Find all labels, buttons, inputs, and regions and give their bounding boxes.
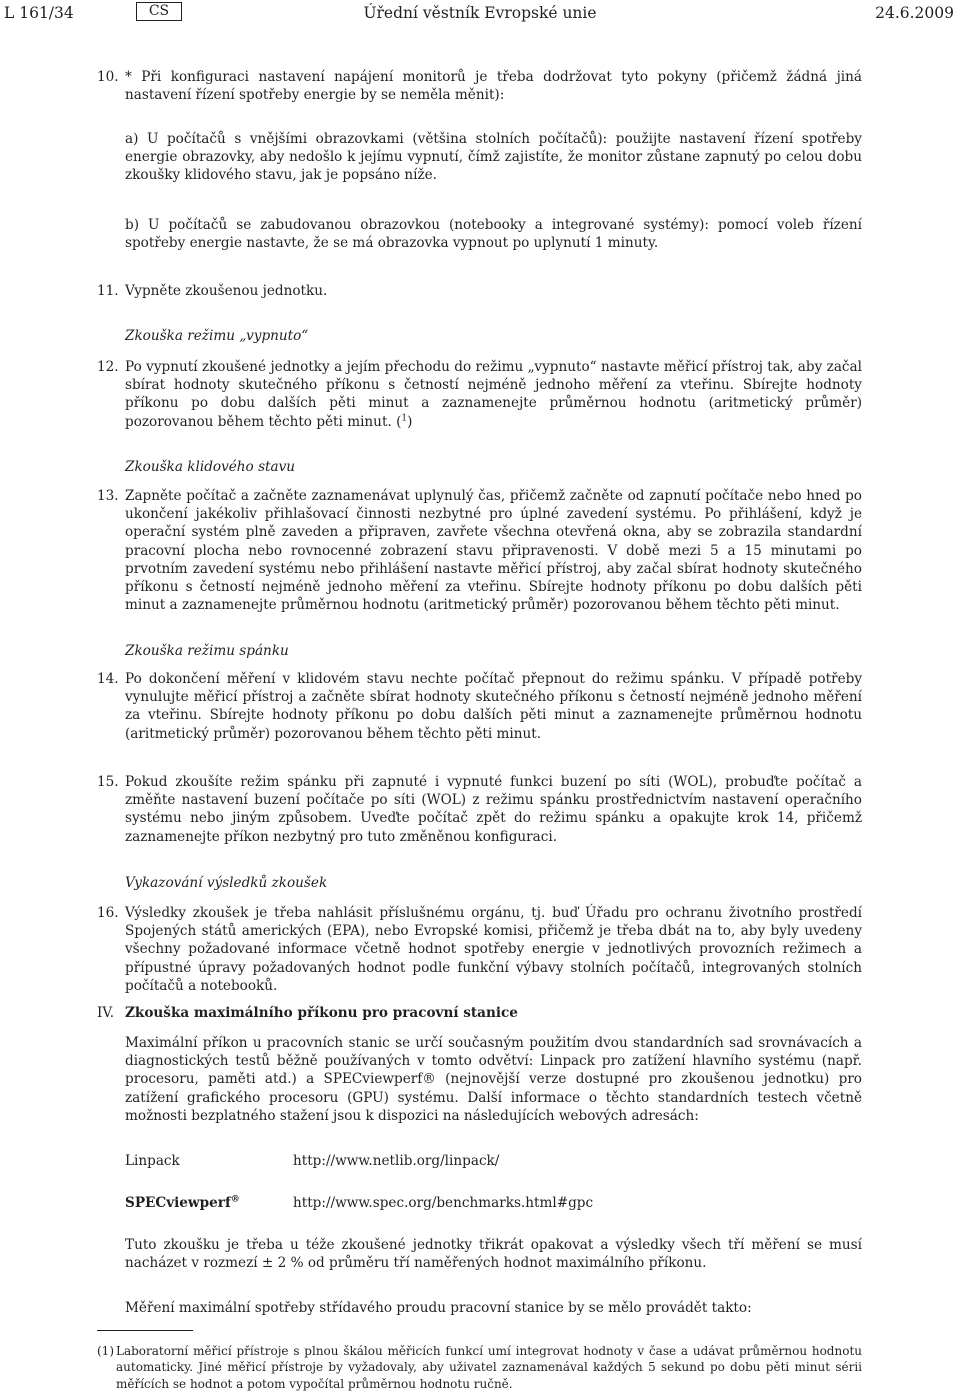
repeat-text: Tuto zkoušku je třeba u téže zkoušené jednotky třikrát opakovat a výsledky všech tří měření se musí nacházet v rozmezí ± 2 % od průměru tří naměřených hodnot maximálního příkonu. xyxy=(125,1237,862,1272)
ac-text: Měření maximální spotřeby střídavého proudu pracovní stanice by se mělo provádět takto: xyxy=(125,1300,752,1316)
item-number: 12. xyxy=(97,359,119,375)
footnote-ref[interactable]: 1 xyxy=(401,413,408,424)
item-text xyxy=(125,358,862,431)
benchmark-url[interactable]: http://www.netlib.org/linpack/ xyxy=(293,1153,500,1169)
benchmark-name xyxy=(125,1194,240,1212)
subitem-b: b) U počítačů se zabudovanou obrazovkou (notebooky a integrované systémy): pomocí voleb řízení spotřeby energie nastavte, že se má obrazovka vypnout po uplynutí 1 minuty. xyxy=(125,217,862,252)
item-number: 13. xyxy=(97,488,119,504)
footnote-ref-open: ( xyxy=(396,413,402,430)
publication-date: 24.6.2009 xyxy=(875,4,954,22)
heading-reporting: Vykazování výsledků zkoušek xyxy=(125,875,328,891)
item-text: Pokud zkoušíte režim spánku při zapnuté i vypnuté funkci buzení po síti (WOL), probuďte počítač a změňte nastavení buzení počítače po síti (WOL) z režimu spánku prostřednictvím nastavení operačního systému nebo jiným způsobem. Uveďte počítač zpět do režimu spánku a opakujte krok 14, přičemž zaznamenejte příkon nezbytný pro tuto změněnou konfiguraci. xyxy=(125,774,862,845)
issue-number: L 161/34 xyxy=(4,4,74,22)
section-title: Zkouška maximálního příkonu pro pracovní stanice xyxy=(125,1005,518,1021)
benchmark-name-text: SPECviewperf xyxy=(125,1195,231,1211)
item-number: 11. xyxy=(97,283,119,299)
item-number: 10. xyxy=(97,69,119,85)
page-header xyxy=(0,2,960,24)
item-number: 14. xyxy=(97,671,119,687)
item-text: Výsledky zkoušek je třeba nahlásit příslušnému orgánu, tj. buď Úřadu pro ochranu životního prostředí Spojených států amerických (EPA), nebo Evropské komisi, přičemž je třeba dbát na to, aby byly uvedeny všechny požadované informace včetně hodnot spotřeby energie v jednotlivých provozních režimech a přípustné úpravy požadovaných hodnot podle funkční výbavy stolních počítačů, integrovaných stolních počítačů a notebooků. xyxy=(125,905,862,994)
item-12-body: Po vypnutí zkoušené jednotky a jejím přechodu do režimu „vypnuto“ nastavte měřicí přístroj tak, aby začal sbírat hodnoty skutečného příkonu s četností nejméně jednoho měření za vteřinu. Sbírejte hodnoty příkonu po dobu dalších pěti minut a zaznamenejte průměrnou hodnotu (aritmetický průměr) pozorovanou během těchto pěti minut. xyxy=(125,359,862,430)
footnote-text: Laboratorní měřicí přístroje s plnou škálou měřicích funkcí umí integrovat hodnoty v čase a udávat průměrnou hodnotu automaticky. Jiné měřicí přístroje by vyžadovaly, aby uživatel zaznamenával každých 5 sekund po dobu pěti minut sérii měřících se hodnot a potom vypočítal průměrnou hodnotu ručně. xyxy=(116,1344,862,1391)
footnote-divider xyxy=(97,1330,193,1331)
benchmark-url[interactable]: http://www.spec.org/benchmarks.html#gpc xyxy=(293,1195,594,1211)
section-intro-text: Maximální příkon u pracovních stanic se určí současným použitím dvou standardních sad srovnávacích a diagnostických testů běžně používaných v tomto odvětví: Linpack pro zatížení hlavního systému (např. procesoru, paměti atd.) a SPECviewperf® (nejnovější verze dostupné pro zkoušenou jednotku) pro zatížení grafického procesoru (GPU) systému. Další informace o těchto standardních testech včetně možnosti bezplatného stažení jsou k dispozici na následujících webových adresách: xyxy=(125,1035,862,1124)
benchmark-name: Linpack xyxy=(125,1153,180,1169)
heading-off-mode: Zkouška režimu „vypnuto“ xyxy=(125,328,309,344)
footnote-ref-close: ) xyxy=(407,413,413,430)
item-text: Vypněte zkoušenou jednotku. xyxy=(125,283,328,299)
item-text: Po dokončení měření v klidovém stavu nechte počítač přepnout do režimu spánku. V případě potřeby vynulujte měřicí přístroj a začněte sbírat hodnoty skutečného příkonu s četností nejméně jednoho měření za vteřinu. Sbírejte hodnoty příkonu po dobu dalších pěti minut a zaznamenejte průměrnou hodnotu (aritmetický průměr) pozorovanou během těchto pěti minut. xyxy=(125,671,862,742)
registered-mark: ® xyxy=(230,1194,240,1205)
footnote-mark: (1) xyxy=(97,1344,114,1358)
subitem-a: a) U počítačů s vnějšími obrazovkami (většina stolních počítačů): použijte nastavení řízení spotřeby energie obrazovky, aby nedošlo k jejímu vypnutí, čímž zajistíte, že monitor zůstane zapnutý po celou dobu zkoušky klidového stavu, jak je popsáno níže. xyxy=(125,131,862,184)
section-number: IV. xyxy=(97,1005,115,1021)
language-badge: CS xyxy=(136,2,182,21)
heading-idle: Zkouška klidového stavu xyxy=(125,459,296,475)
journal-title: Úřední věstník Evropské unie xyxy=(363,4,597,22)
item-number: 15. xyxy=(97,774,119,790)
item-text: * Při konfiguraci nastavení napájení monitorů je třeba dodržovat tyto pokyny (přičemž žádná jiná nastavení řízení spotřeby energie by se neměla měnit): xyxy=(125,69,862,104)
item-number: 16. xyxy=(97,905,119,921)
heading-sleep: Zkouška režimu spánku xyxy=(125,643,289,659)
item-text: Zapněte počítač a začněte zaznamenávat uplynulý čas, přičemž začněte od zapnutí počítače nebo hned po ukončení jakékoliv přihlašovací činnosti nezbytné pro úplné zavedení systému. Po přihlášení, když je operační systém plně zaveden a připraven, zavřete všechna otevřená okna, aby se zobrazila standardní pracovní plocha nebo rovnocenné zobrazení stavu připravenosti. V době mezi 5 a 15 minutami po prvotním zavedení systému nebo přihlášení nastavte měřicí přístroj, aby začal sbírat hodnoty skutečného příkonu s četností nejméně jednoho měření za vteřinu. Sbírejte hodnoty příkonu po dobu dalších pěti minut a zaznamenejte průměrnou hodnotu (aritmetický průměr) pozorovanou během těchto pěti minut. xyxy=(125,488,862,614)
